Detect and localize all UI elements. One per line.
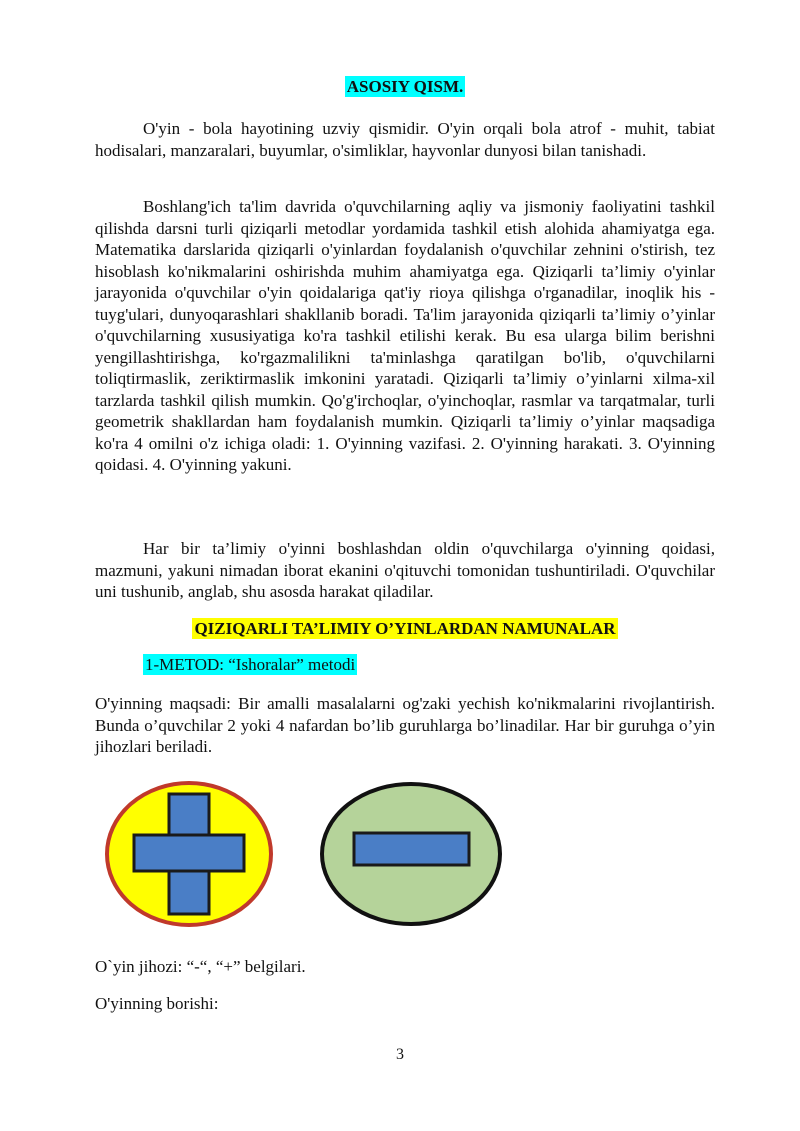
paragraph-1-text: O'yin - bola hayotining uzviy qismidir. O'yin orqali bola atrof - muhit, tabiat hodisalari, manzaralari, buyumlar, o'simliklar, hayvonlar dunyosi bilan tanishadi.	[95, 119, 715, 160]
paragraph-2	[95, 196, 715, 476]
main-heading	[95, 76, 715, 97]
game-progress-label: O'yinning borishi:	[95, 994, 219, 1013]
paragraph-2-text: Boshlang'ich ta'lim davrida o'quvchilarning aqliy va jismoniy faoliyatini tashkil qilishda darsni turli qiziqarli metodlar yordamida tashkil etish alohida ahamiyatga ega. Matematika darslarida qiziqarli o'yinlardan foydalanish o'quvchilar zehnini o'stirish, tez hisoblash ko'nikmalarini oshirishda muhim ahamiyatga ega. Qiziqarli ta’limiy o'yinlar jarayonida o'quvchilar o'yin qoidalariga qat'iy rioya qilishga o'rganadilar, inoqlik his - tuyg'ulari, dunyoqarashlari shakllanib boradi. Ta'lim jarayonida qiziqarli ta’limiy o’yinlar o'quvchilarning xususiyatiga ko'ra tashkil etilishi kerak. Bu esa ularga bilim berishni yengillashtirishga, ko'rgazmalilikni ta'minlashga qaratilgan bo'lib, o'quvchilarni toliqtirmaslik, zeriktirmaslik imkonini yaratadi. Qiziqarli ta’limiy o’yinlarni xilma-xil tarzlarda tashkil qilish mumkin. Qo'g'irchoqlar, o'yinchoqlar, rasmlar va tarqatmalar, turli geometrik shakllardan ham foydalanish mumkin. Qiziqarli ta’limiy o’yinlar maqsadiga ko'ra 4 omilni o'z ichiga oladi: 1. O'yinning vazifasi. 2. O'yinning harakati. 3. O'yinning qoidasi. 4. O'yinning yakuni.	[95, 197, 715, 474]
paragraph-4-text: O'yinning maqsadi: Bir amalli masalalarni og'zaki yechish ko'nikmalarini rivojlantirish. Bunda o’quvchilar 2 yoki 4 nafardan bo’lib guruhlarga bo’linadilar. Har bir guruhga o’yin jihozlari beriladi.	[95, 694, 715, 756]
paragraph-3-text: Har bir ta’limiy o'yinni boshlashdan oldin o'quvchilarga o'yinning qoidasi, mazmuni, yakuni nimadan iborat ekanini o'qituvchi tomonidan tushuntiriladi. O'quvchilar uni tushunib, anglab, shu asosda harakat qiladilar.	[95, 539, 715, 601]
method-title	[143, 654, 357, 675]
paragraph-1	[95, 118, 715, 161]
minus-sign-icon	[322, 784, 500, 924]
method-title-text: 1-METOD: “Ishoralar” metodi	[145, 655, 356, 674]
paragraph-3	[95, 538, 715, 603]
equipment-line: O`yin jihozi: “-“, “+” belgilari.	[95, 957, 306, 976]
main-heading-text: ASOSIY QISM.	[346, 77, 464, 96]
examples-heading	[95, 618, 715, 639]
plus-sign-icon	[107, 783, 271, 925]
examples-heading-text: QIZIQARLI TA’LIMIY O’YINLARDAN NAMUNALAR	[194, 619, 616, 638]
paragraph-4	[95, 693, 715, 758]
page-number: 3	[396, 1046, 404, 1063]
signs-illustration	[104, 780, 504, 928]
